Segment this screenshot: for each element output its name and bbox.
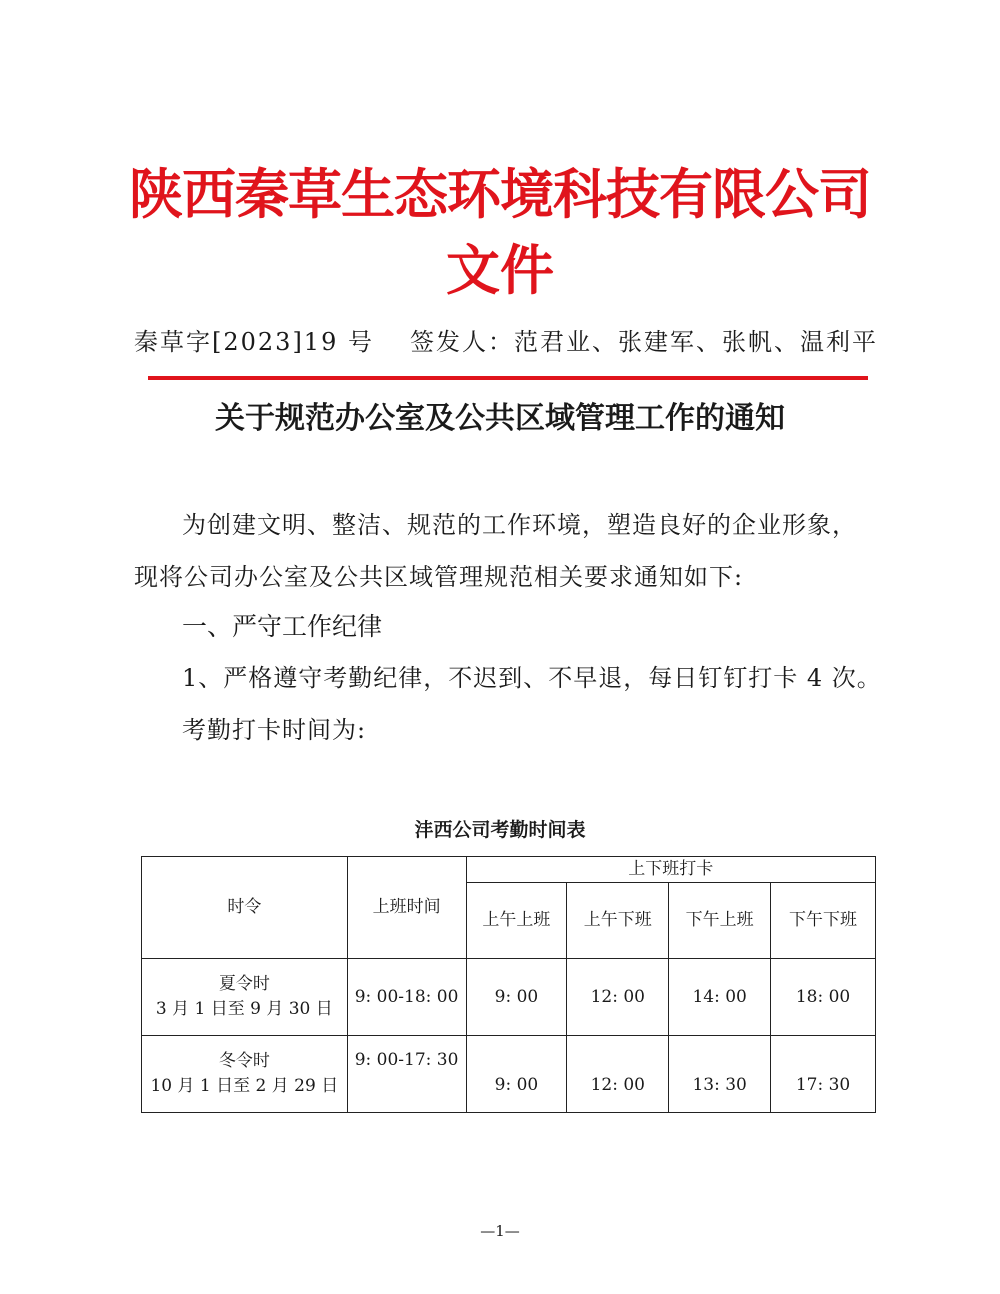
punch-cell: 12: 00 xyxy=(567,959,669,1036)
punch-cell: 12: 00 xyxy=(567,1036,669,1113)
item-1-subtext: 考勤打卡时间为: xyxy=(182,716,367,744)
work-hours-cell: 9: 00-18: 00 xyxy=(347,959,466,1036)
punch-cell: 13: 30 xyxy=(669,1036,771,1113)
document-number: 秦草字[2023]19 号 xyxy=(134,328,374,356)
table-caption: 沣西公司考勤时间表 xyxy=(414,819,586,841)
header-work-hours: 上班时间 xyxy=(347,857,466,959)
season-cell xyxy=(142,959,348,1036)
header-punch-1: 上午上班 xyxy=(466,883,567,959)
header-punch-3: 下午上班 xyxy=(669,883,771,959)
signer-list: 签发人：范君业、张建军、张帆、温利平 xyxy=(410,328,878,356)
header-punch-group: 上下班打卡 xyxy=(466,857,876,883)
document-info-line xyxy=(134,322,884,362)
attendance-table xyxy=(141,856,876,1113)
table-row xyxy=(142,959,876,1036)
punch-cell: 17: 30 xyxy=(771,1036,876,1113)
season-range: 10 月 1 日至 2 月 29 日 xyxy=(150,1076,339,1096)
header-season: 时令 xyxy=(142,857,348,959)
intro-paragraph-line-1: 为创建文明、整洁、规范的工作环境，塑造良好的企业形象， xyxy=(182,511,857,539)
season-range: 3 月 1 日至 9 月 30 日 xyxy=(155,999,333,1019)
page-number: —1— xyxy=(480,1222,520,1240)
section-heading-1: 一、严守工作纪律 xyxy=(182,612,383,641)
item-1-text: 1、严格遵守考勤纪律，不迟到、不早退，每日钉钉打卡 4 次。 xyxy=(182,664,882,692)
table-row xyxy=(142,1036,876,1113)
punch-cell: 18: 00 xyxy=(771,959,876,1036)
notice-title: 关于规范办公室及公共区域管理工作的通知 xyxy=(215,401,785,436)
header-punch-4: 下午下班 xyxy=(771,883,876,959)
red-divider-line xyxy=(148,376,868,380)
header-punch-2: 上午下班 xyxy=(567,883,669,959)
season-name: 夏令时 xyxy=(218,974,270,994)
intro-paragraph-line-2: 现将公司办公室及公共区域管理规范相关要求通知如下: xyxy=(134,563,744,591)
document-type-heading: 文件 xyxy=(446,239,554,302)
season-cell xyxy=(142,1036,348,1113)
punch-cell: 9: 00 xyxy=(466,1036,567,1113)
company-name-heading: 陕西秦草生态环境科技有限公司 xyxy=(129,163,871,226)
punch-cell: 9: 00 xyxy=(466,959,567,1036)
season-name: 冬令时 xyxy=(218,1051,270,1071)
punch-cell: 14: 00 xyxy=(669,959,771,1036)
work-hours-cell: 9: 00-17: 30 xyxy=(347,1036,466,1113)
